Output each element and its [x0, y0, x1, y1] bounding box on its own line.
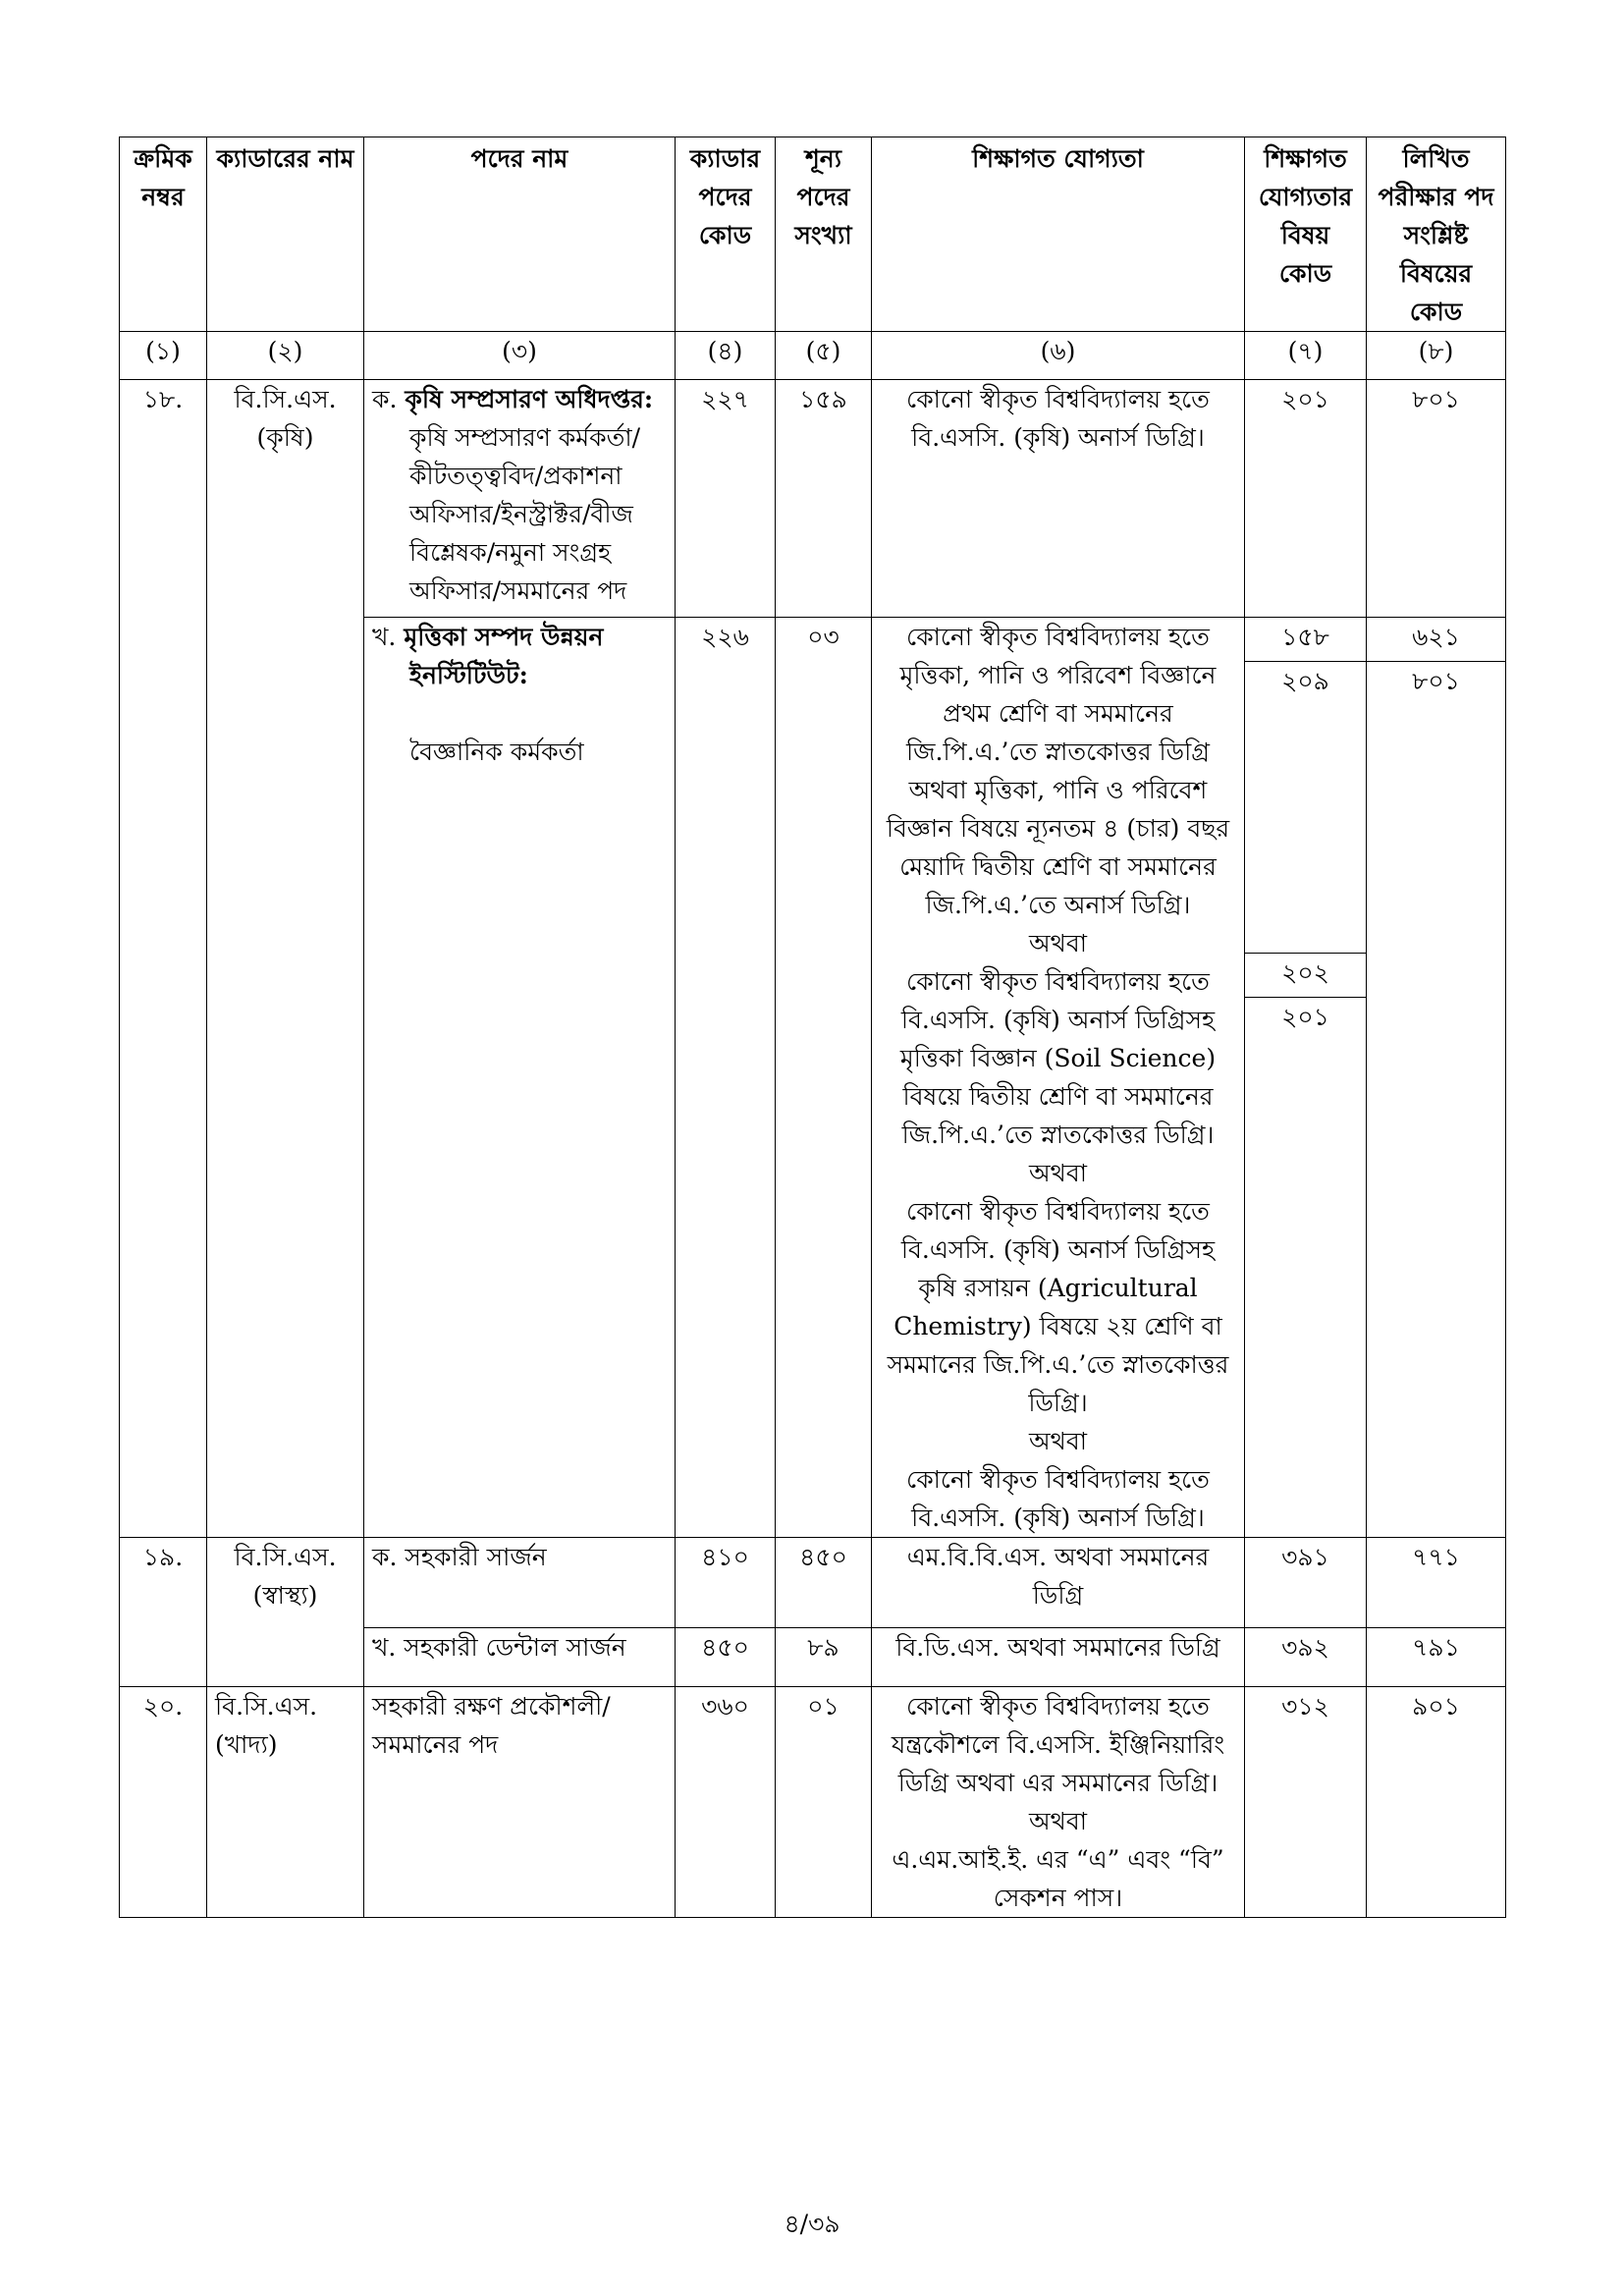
exam-code-cell: ৮০১: [1367, 380, 1506, 618]
qual-code: ১৫৮: [1245, 618, 1366, 662]
header-cadre: ক্যাডারের নাম: [207, 137, 364, 332]
column-index-row: [120, 332, 1506, 380]
qualification-line: মৃত্তিকা, পানি ও পরিবেশ বিজ্ঞানে: [899, 661, 1217, 689]
qualification-line: কোনো স্বীকৃত বিশ্ববিদ্যালয় হতে: [906, 623, 1210, 651]
header-qual-code: শিক্ষাগত যোগ্যতার বিষয় কোড: [1245, 137, 1367, 332]
qualification-line: যন্ত্রকৌশলে বি.এসসি. ইঞ্জিনিয়ারিং: [891, 1730, 1225, 1759]
post-code-cell: ২২৬: [676, 618, 776, 1538]
cadre-line: বি.সি.এস.: [234, 1543, 337, 1571]
cadre-cell: [207, 1538, 364, 1687]
qualification-cell: [872, 1687, 1245, 1918]
post-code-cell: ৪১০: [676, 1538, 776, 1628]
qualification-line: সেকশন পাস।: [993, 1884, 1123, 1912]
header-serial: ক্রমিক নম্বর: [120, 137, 207, 332]
post-line: সহকারী রক্ষণ প্রকৌশলী/: [372, 1692, 611, 1721]
post-line: কীটতত্ত্ববিদ/প্রকাশনা: [409, 462, 623, 490]
exam-code-cell: ৭৭১: [1367, 1538, 1506, 1628]
table-row: [120, 1687, 1506, 1918]
qualification-line: বিষয়ে দ্বিতীয় শ্রেণি বা সমমানের: [902, 1082, 1214, 1111]
cadre-line: (কৃষি): [256, 423, 314, 452]
qualification-cell: [872, 1538, 1245, 1628]
serial-cell: ১৮.: [120, 380, 207, 1538]
qualification-cell: [872, 618, 1245, 1538]
qualification-line: বি.এসসি. (কৃষি) অনার্স ডিগ্রি।: [911, 1503, 1205, 1532]
exam-code-cell: ৭৯১: [1367, 1628, 1506, 1687]
exam-code: ৬২১: [1367, 618, 1505, 662]
vacancy-cell: ১৫৯: [776, 380, 872, 618]
qualification-line: বি.এসসি. (কৃষি) অনার্স ডিগ্রি।: [911, 423, 1205, 452]
qualification-line: মৃত্তিকা বিজ্ঞান (Soil Science): [899, 1044, 1217, 1072]
col-index: (২): [207, 332, 364, 380]
cadre-line: বি.সি.এস.: [215, 1692, 318, 1721]
exam-code: ৮০১: [1412, 667, 1460, 695]
qual-code-cell: ৩১২: [1245, 1687, 1367, 1918]
table-row: [120, 1538, 1506, 1628]
qualification-line: বিজ্ঞান বিষয়ে ন্যূনতম ৪ (চার) বছর: [886, 814, 1230, 843]
qualification-line: এ.এম.আই.ই. এর “এ” এবং “বি”: [892, 1845, 1224, 1874]
qualification-line: জি.পি.এ.’তে স্নাতকোত্তর ডিগ্রি: [906, 738, 1210, 766]
post-cell: [364, 380, 676, 618]
qualification-line: অথবা: [1028, 929, 1087, 957]
qualification-line: কোনো স্বীকৃত বিশ্ববিদ্যালয় হতে: [906, 385, 1210, 413]
qualification-line: ডিগ্রি অথবা এর সমমানের ডিগ্রি।: [897, 1769, 1218, 1797]
qualification-line: অথবা: [1028, 1427, 1087, 1455]
exam-code-cell: [1367, 618, 1506, 1538]
col-index: (১): [120, 332, 207, 380]
qual-code-cell: ৩৯২: [1245, 1628, 1367, 1687]
qualification-line: সমমানের জি.পি.এ.’তে স্নাতকোত্তর: [887, 1350, 1229, 1379]
col-index: (৭): [1245, 332, 1367, 380]
post-line: বিশ্লেষক/নমুনা সংগ্রহ: [409, 538, 612, 567]
col-index: (৩): [364, 332, 676, 380]
cadre-cell: [207, 1687, 364, 1918]
col-index: (৪): [676, 332, 776, 380]
cadre-line: বি.সি.এস.: [234, 385, 337, 413]
post-cell: খ. সহকারী ডেন্টাল সার্জন: [364, 1628, 676, 1687]
qualification-line: অথবা: [1028, 1807, 1087, 1835]
qualification-cell: বি.ডি.এস. অথবা সমমানের ডিগ্রি: [872, 1628, 1245, 1687]
qualification-line: অথবা মৃত্তিকা, পানি ও পরিবেশ: [908, 776, 1208, 804]
qualification-line: কোনো স্বীকৃত বিশ্ববিদ্যালয় হতে: [906, 1692, 1210, 1721]
qualification-line: Chemistry) বিষয়ে ২য় শ্রেণি বা: [893, 1312, 1222, 1340]
header-exam-code: লিখিত পরীক্ষার পদ সংশ্লিষ্ট বিষয়ের কোড: [1367, 137, 1506, 332]
col-index: (৫): [776, 332, 872, 380]
qualification-line: কোনো স্বীকৃত বিশ্ববিদ্যালয় হতে: [906, 1465, 1210, 1494]
post-cell: [364, 618, 676, 1538]
header-vacancy: শূন্য পদের সংখ্যা: [776, 137, 872, 332]
cadre-line: (স্বাস্থ্য): [252, 1581, 318, 1610]
qualification-cell: [872, 380, 1245, 618]
qualification-line: বি.এসসি. (কৃষি) অনার্স ডিগ্রিসহ: [900, 1006, 1216, 1034]
post-line: কৃষি সম্প্রসারণ কর্মকর্তা/: [409, 423, 641, 452]
qualification-line: জি.পি.এ.’তে স্নাতকোত্তর ডিগ্রি।: [901, 1121, 1215, 1149]
post-cell: ক. সহকারী সার্জন: [364, 1538, 676, 1628]
qualification-line: মেয়াদি দ্বিতীয় শ্রেণি বা সমমানের: [899, 852, 1217, 881]
qual-code: ২০২: [1245, 954, 1366, 998]
qualification-line: ডিগ্রি।: [1028, 1389, 1088, 1417]
header-row: [120, 137, 1506, 332]
qualification-line: প্রথম শ্রেণি বা সমমানের: [943, 699, 1173, 728]
org-name: ইনস্টিটিউট:: [409, 661, 528, 689]
vacancy-cell: ৪৫০: [776, 1538, 872, 1628]
vacancy-cell: ০৩: [776, 618, 872, 1538]
post-heading: [372, 618, 667, 656]
vacancy-cell: ০১: [776, 1687, 872, 1918]
table-row: [120, 380, 1506, 618]
qual-code-cell: [1245, 618, 1367, 1538]
serial-cell: ১৯.: [120, 1538, 207, 1687]
post-code-cell: ৪৫০: [676, 1628, 776, 1687]
post-code-cell: ৩৬০: [676, 1687, 776, 1918]
qualification-line: কোনো স্বীকৃত বিশ্ববিদ্যালয় হতে: [906, 1197, 1210, 1226]
org-name: মৃত্তিকা সম্পদ উন্নয়ন: [404, 623, 604, 651]
cadre-line: (খাদ্য): [215, 1730, 278, 1759]
post-prefix: ক.: [372, 385, 398, 413]
post-prefix: খ.: [372, 623, 397, 651]
post-line: অফিসার/ইনস্ট্রাক্টর/বীজ: [409, 500, 633, 528]
qual-code: ২০৯: [1245, 662, 1366, 954]
qual-code: ২০১: [1281, 1003, 1329, 1031]
qualification-line: ডিগ্রি: [1032, 1581, 1084, 1610]
qualification-line: বি.এসসি. (কৃষি) অনার্স ডিগ্রিসহ: [900, 1235, 1216, 1264]
qualification-line: কৃষি রসায়ন (Agricultural: [918, 1274, 1198, 1302]
post-line: সমমানের পদ: [372, 1730, 499, 1759]
qual-code-cell: ২০১: [1245, 380, 1367, 618]
post-line: অফিসার/সমমানের পদ: [409, 576, 627, 605]
cadre-table: [119, 137, 1506, 1918]
header-qualification: শিক্ষাগত যোগ্যতা: [872, 137, 1245, 332]
post-cell: [364, 1687, 676, 1918]
header-post-code: ক্যাডার পদের কোড: [676, 137, 776, 332]
qual-code-cell: ৩৯১: [1245, 1538, 1367, 1628]
header-post: পদের নাম: [364, 137, 676, 332]
post-heading: [372, 380, 667, 418]
qualification-line: এম.বি.বি.এস. অথবা সমমানের: [906, 1543, 1210, 1571]
org-name: কৃষি সম্প্রসারণ অধিদপ্তর:: [405, 385, 654, 413]
qualification-line: কোনো স্বীকৃত বিশ্ববিদ্যালয় হতে: [906, 967, 1210, 996]
cadre-cell: [207, 380, 364, 1538]
exam-code-cell: ৯০১: [1367, 1687, 1506, 1918]
qualification-line: অথবা: [1028, 1159, 1087, 1187]
post-code-cell: ২২৭: [676, 380, 776, 618]
vacancy-cell: ৮৯: [776, 1628, 872, 1687]
page-number: ৪/৩৯: [784, 2210, 840, 2238]
col-index: (৮): [1367, 332, 1506, 380]
serial-cell: ২০.: [120, 1687, 207, 1918]
post-line: বৈজ্ঞানিক কর্মকর্তা: [409, 738, 584, 766]
qualification-line: জি.পি.এ.’তে অনার্স ডিগ্রি।: [925, 891, 1191, 919]
col-index: (৬): [872, 332, 1245, 380]
